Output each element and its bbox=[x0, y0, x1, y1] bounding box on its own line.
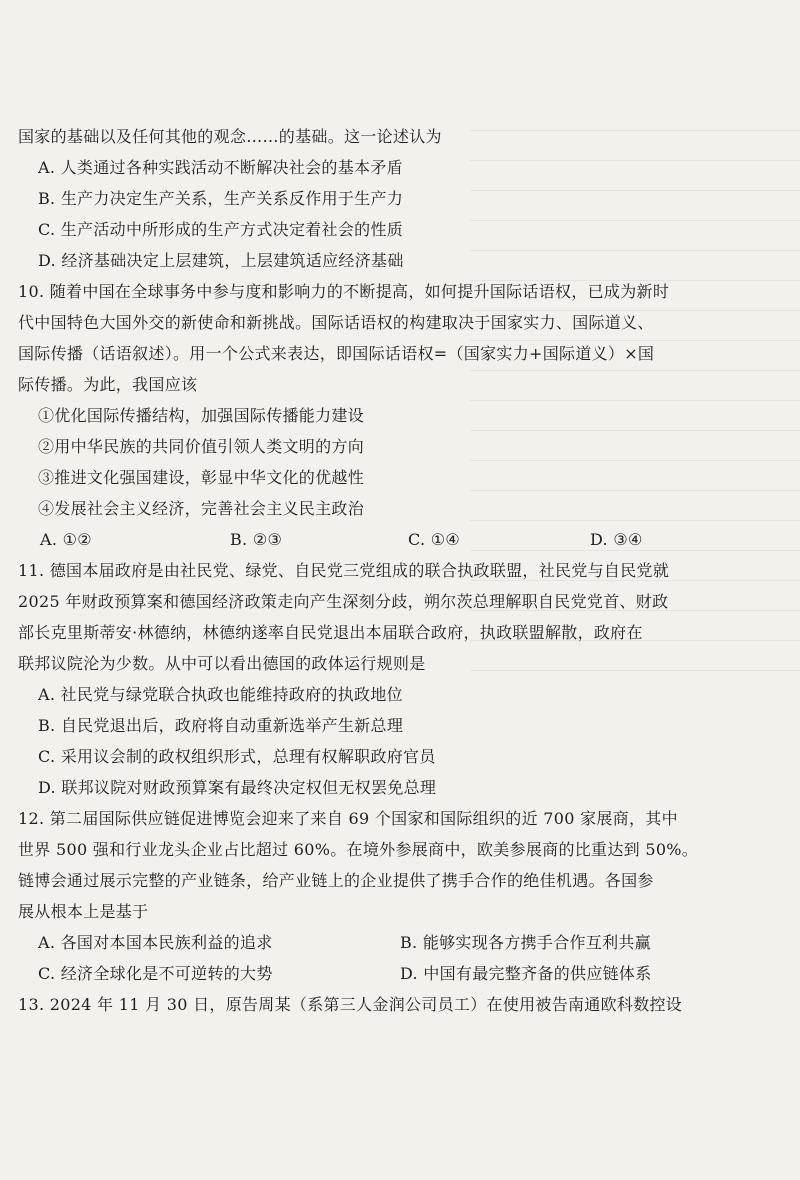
q12-option-b: B. 能够实现各方携手合作互利共赢 bbox=[400, 933, 652, 952]
q13-stem-line1: 13. 2024 年 11 月 30 日，原告周某（系第三人金润公司员工）在使用被告南通欧科数控设 bbox=[18, 995, 683, 1014]
q11-option-a: A. 社民党与绿党联合执政也能维持政府的执政地位 bbox=[38, 685, 403, 704]
q12-stem-line4: 展从根本上是基于 bbox=[18, 902, 149, 921]
q9-option-d: D. 经济基础决定上层建筑，上层建筑适应经济基础 bbox=[38, 251, 404, 270]
q11-option-c: C. 采用议会制的政权组织形式，总理有权解职政府官员 bbox=[38, 747, 436, 766]
q10-option-a: A. ①② bbox=[40, 530, 92, 549]
q12-option-d: D. 中国有最完整齐备的供应链体系 bbox=[400, 964, 652, 983]
q10-statement-4: ④发展社会主义经济，完善社会主义民主政治 bbox=[38, 499, 365, 518]
q10-stem-line3: 国际传播（话语叙述）。用一个公式来表达，即国际话语权=（国家实力+国际道义）×国 bbox=[18, 344, 655, 363]
q11-stem-line4: 联邦议院沦为少数。从中可以看出德国的政体运行规则是 bbox=[18, 654, 426, 673]
q12-stem-line2: 世界 500 强和行业龙头企业占比超过 60%。在境外参展商中，欧美参展商的比重达到 50%。 bbox=[18, 840, 699, 859]
q10-statement-3: ③推进文化强国建设，彰显中华文化的优越性 bbox=[38, 468, 365, 487]
q10-stem-line1: 10. 随着中国在全球事务中参与度和影响力的不断提高，如何提升国际话语权，已成为新时 bbox=[18, 282, 670, 301]
q9-option-a: A. 人类通过各种实践活动不断解决社会的基本矛盾 bbox=[38, 158, 403, 177]
q12-stem-line3: 链博会通过展示完整的产业链条，给产业链上的企业提供了携手合作的绝佳机遇。各国参 bbox=[18, 871, 654, 890]
q11-stem-line3: 部长克里斯蒂安·林德纳，林德纳遂率自民党退出本届联合政府，执政联盟解散，政府在 bbox=[18, 623, 643, 642]
q9-option-b: B. 生产力决定生产关系，生产关系反作用于生产力 bbox=[38, 189, 404, 208]
q10-stem-line2: 代中国特色大国外交的新使命和新挑战。国际话语权的构建取决于国家实力、国际道义、 bbox=[18, 313, 654, 332]
q10-option-d: D. ③④ bbox=[590, 530, 643, 549]
q10-stem-line4: 际传播。为此，我国应该 bbox=[18, 375, 198, 394]
q10-statement-2: ②用中华民族的共同价值引领人类文明的方向 bbox=[38, 437, 365, 456]
q10-option-b: B. ②③ bbox=[230, 530, 283, 549]
q9-stem-tail: 国家的基础以及任何其他的观念……的基础。这一论述认为 bbox=[18, 127, 442, 146]
q11-stem-line1: 11. 德国本届政府是由社民党、绿党、自民党三党组成的联合执政联盟，社民党与自民党就 bbox=[18, 561, 670, 580]
q12-option-a: A. 各国对本国本民族利益的追求 bbox=[38, 933, 273, 952]
q11-option-b: B. 自民党退出后，政府将自动重新选举产生新总理 bbox=[38, 716, 404, 735]
q10-option-c: C. ①④ bbox=[408, 530, 461, 549]
q10-statement-1: ①优化国际传播结构，加强国际传播能力建设 bbox=[38, 406, 365, 425]
q11-option-d: D. 联邦议院对财政预算案有最终决定权但无权罢免总理 bbox=[38, 778, 437, 797]
q9-option-c: C. 生产活动中所形成的生产方式决定着社会的性质 bbox=[38, 220, 404, 239]
q12-option-c: C. 经济全球化是不可逆转的大势 bbox=[38, 964, 273, 983]
q11-stem-line2: 2025 年财政预算案和德国经济政策走向产生深刻分歧，朔尔茨总理解职自民党党首、财政 bbox=[18, 592, 669, 611]
q12-stem-line1: 12. 第二届国际供应链促进博览会迎来了来自 69 个国家和国际组织的近 700 家展商，其中 bbox=[18, 809, 678, 828]
